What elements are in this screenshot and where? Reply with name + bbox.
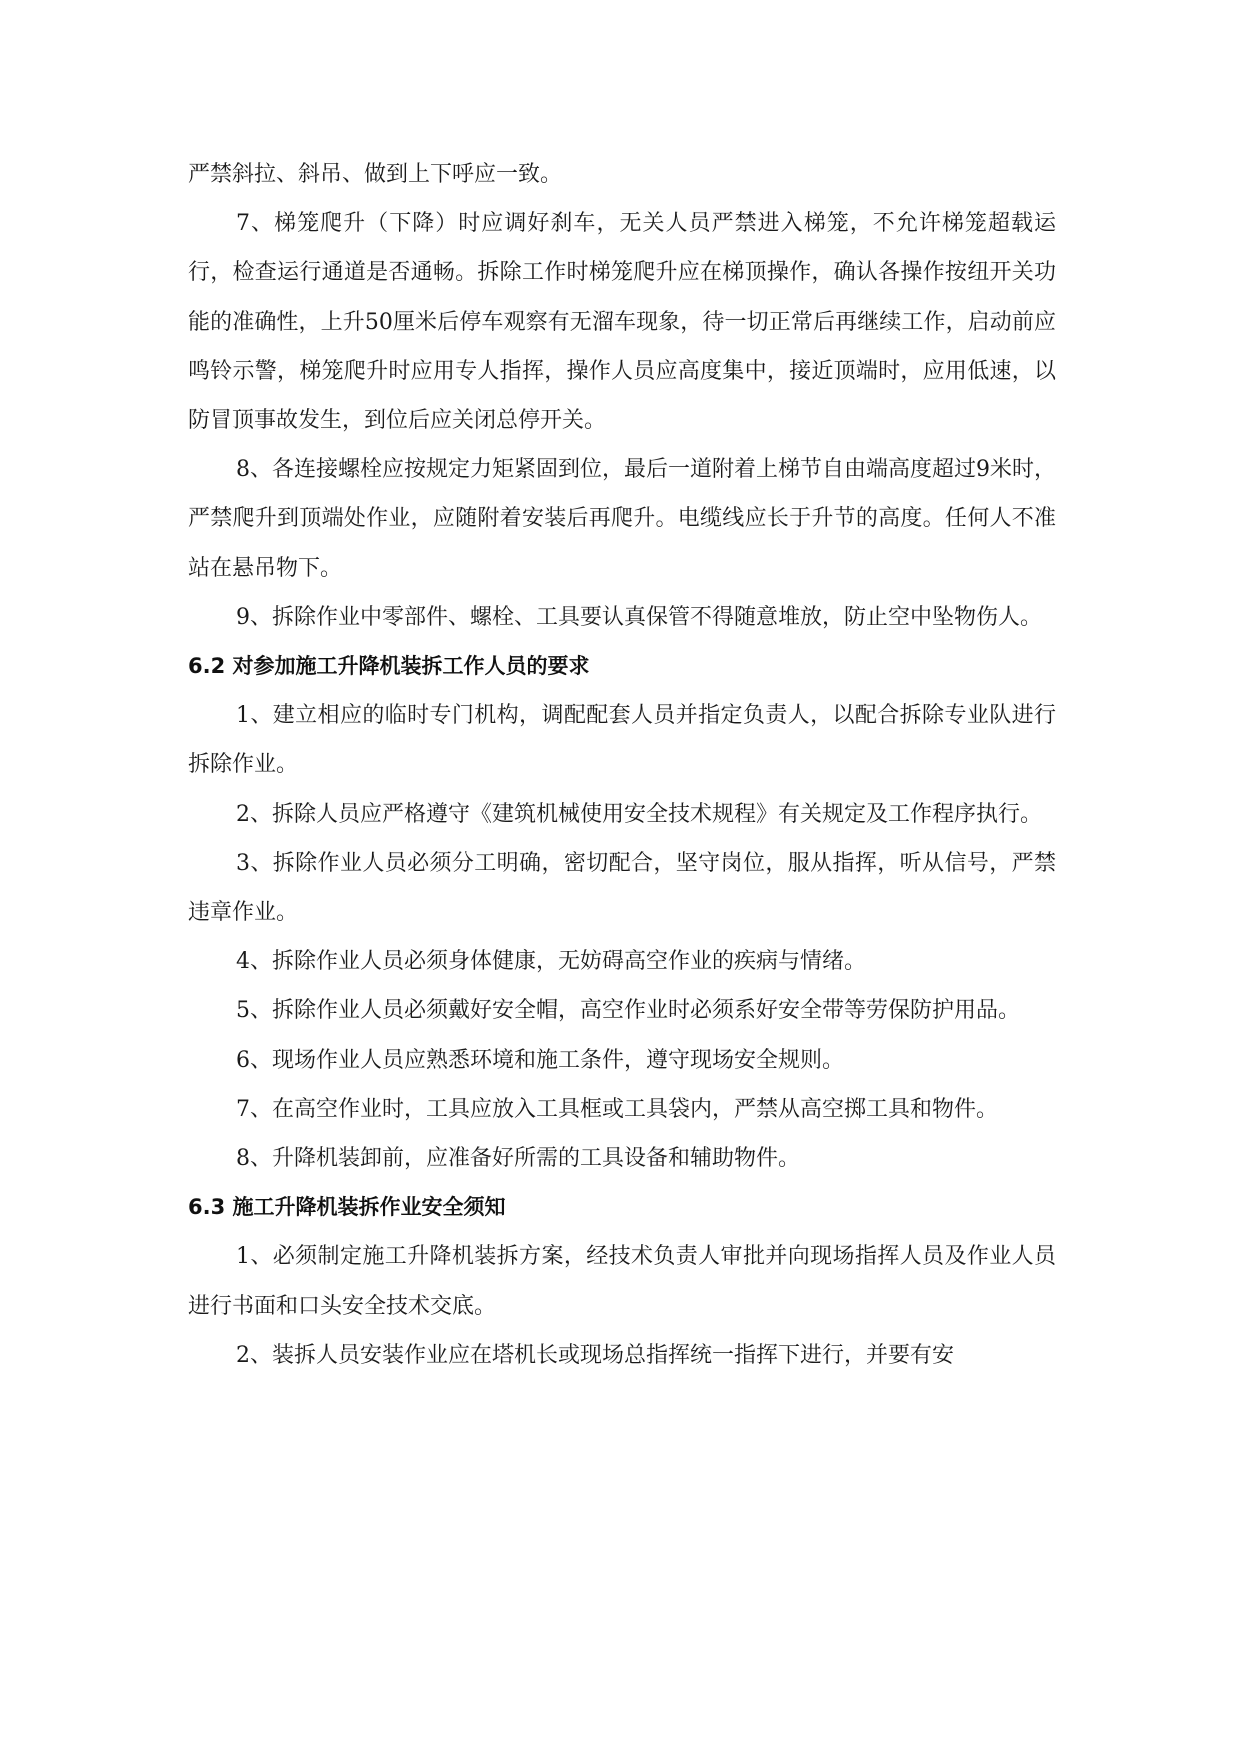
paragraph-6-2-item-1: 1、建立相应的临时专门机构，调配配套人员并指定负责人，以配合拆除专业队进行拆除作业。 [188, 703, 1056, 778]
document-body [188, 150, 1056, 1380]
paragraph-6-2-item-5: 5、拆除作业人员必须戴好安全帽，高空作业时必须系好安全带等劳保防护用品。 [236, 998, 1020, 1024]
paragraph-6-2-item-4: 4、拆除作业人员必须身体健康，无妨碍高空作业的疾病与情绪。 [236, 949, 866, 975]
paragraph-6-2-item-7: 7、在高空作业时，工具应放入工具框或工具袋内，严禁从高空掷工具和物件。 [236, 1096, 998, 1122]
paragraph-item-8: 8、各连接螺栓应按规定力矩紧固到位，最后一道附着上梯节自由端高度超过9米时，严禁爬升到顶端处作业，应随附着安装后再爬升。电缆线应长于升节的高度。任何人不准站在悬吊物下。 [188, 457, 1056, 581]
paragraph-item-9: 9、拆除作业中零部件、螺栓、工具要认真保管不得随意堆放，防止空中坠物伤人。 [236, 604, 1042, 630]
paragraph-continuation: 严禁斜拉、斜吊、做到上下呼应一致。 [188, 162, 563, 187]
paragraph-6-2-item-2: 2、拆除人员应严格遵守《建筑机械使用安全技术规程》有关规定及工作程序执行。 [236, 801, 1042, 827]
paragraph-6-2-item-8: 8、升降机装卸前，应准备好所需的工具设备和辅助物件。 [236, 1146, 800, 1172]
paragraph-6-2-item-6: 6、现场作业人员应熟悉环境和施工条件，遵守现场安全规则。 [236, 1047, 844, 1073]
paragraph-6-3-item-2: 2、装拆人员安装作业应在塔机长或现场总指挥统一指挥下进行，并要有安 [236, 1342, 954, 1368]
section-heading-6-3: 6.3 施工升降机装拆作业安全须知 [188, 1195, 506, 1220]
paragraph-item-7: 7、梯笼爬升（下降）时应调好刹车，无关人员严禁进入梯笼，不允许梯笼超载运行，检查运行通道是否通畅。拆除工作时梯笼爬升应在梯顶操作，确认各操作按纽开关功能的准确性，上升50厘米后停车观察有无溜车现象，待一切正常后再继续工作，启动前应鸣铃示警，梯笼爬升时应用专人指挥，操作人员应高度集中，接近顶端时，应用低速，以防冒顶事故发生，到位后应关闭总停开关。 [188, 211, 1056, 434]
section-heading-6-2: 6.2 对参加施工升降机装拆工作人员的要求 [188, 654, 590, 679]
paragraph-6-3-item-1: 1、必须制定施工升降机装拆方案，经技术负责人审批并向现场指挥人员及作业人员进行书面和口头安全技术交底。 [188, 1244, 1056, 1319]
paragraph-6-2-item-3: 3、拆除作业人员必须分工明确，密切配合，坚守岗位，服从指挥，听从信号，严禁违章作业。 [188, 850, 1056, 926]
